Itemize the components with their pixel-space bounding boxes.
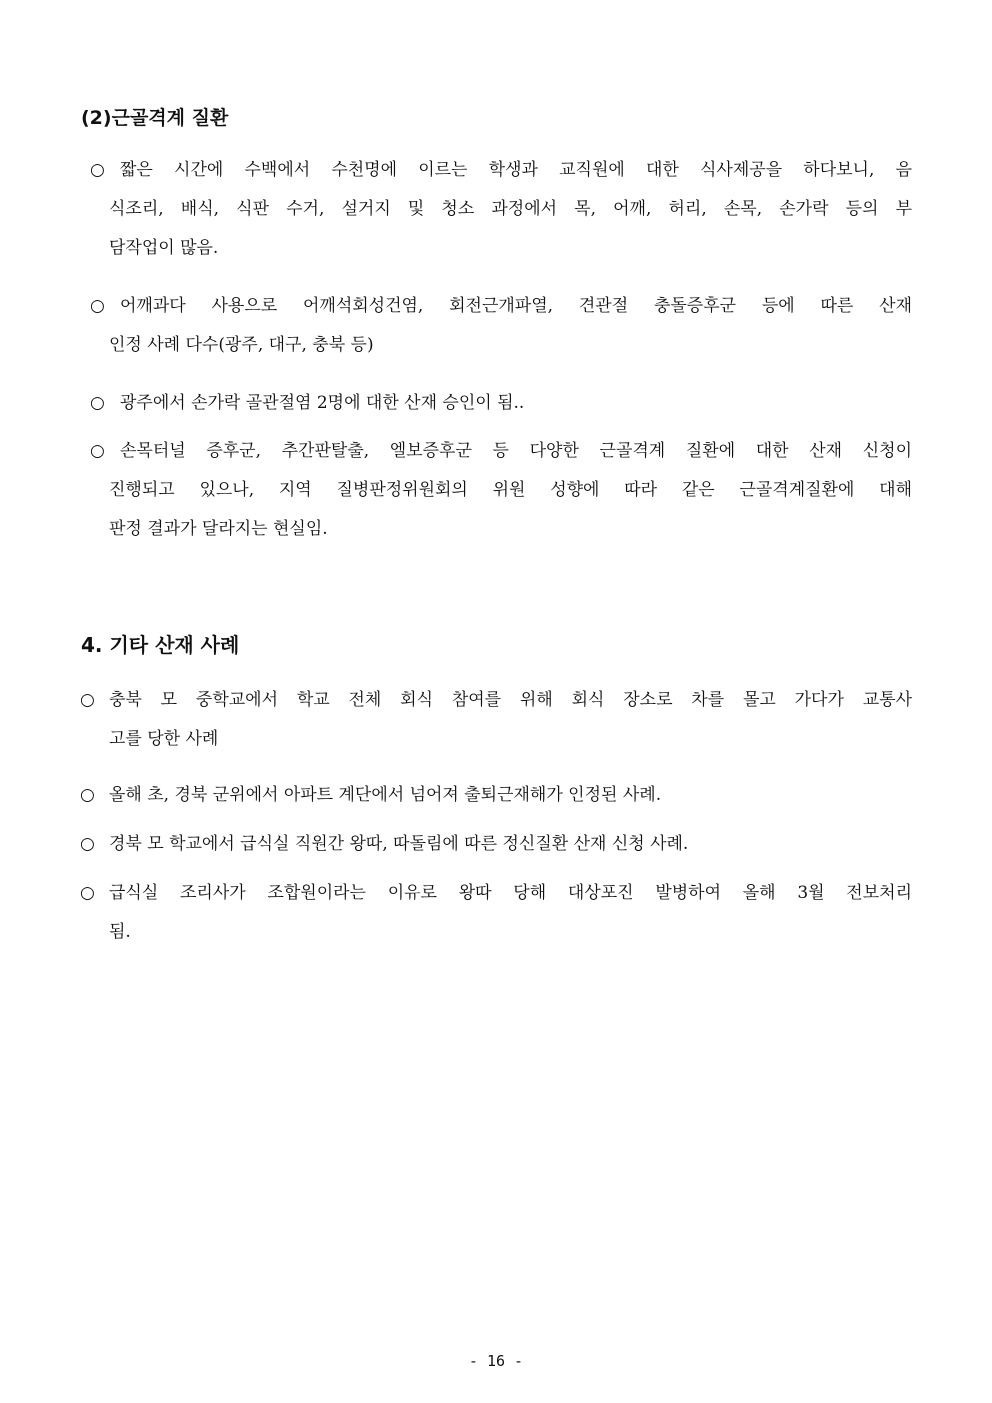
list-item: [80, 874, 912, 952]
list-item: [90, 432, 912, 549]
subsection-heading: (2)근골격계 질환: [81, 107, 229, 129]
list-item-line: 어깨과다 사용으로 어깨석회성건염, 회전근개파열, 견관절 충돌증후군 등에 따른 산재: [120, 296, 912, 316]
list-item-line: 판정 결과가 달라지는 현실임.: [109, 519, 328, 539]
list-item-line: 광주에서 손가락 골관절염 2명에 대한 산재 승인이 됨..: [120, 393, 525, 413]
circle-bullet-icon: ○: [90, 393, 105, 413]
list-item-line: 식조리, 배식, 식판 수거, 설거지 및 청소 과정에서 목, 어깨, 허리, 손목, 손가락 등의 부: [109, 199, 912, 219]
circle-bullet-icon: ○: [80, 690, 95, 710]
circle-bullet-icon: ○: [80, 785, 95, 805]
list-item-line: 짧은 시간에 수백에서 수천명에 이르는 학생과 교직원에 대한 식사제공을 하다보니, 음: [120, 160, 912, 180]
circle-bullet-icon: ○: [90, 441, 105, 461]
circle-bullet-icon: ○: [80, 834, 95, 854]
list-item: [90, 384, 912, 423]
list-item: [90, 151, 912, 268]
list-item-line: 충북 모 중학교에서 학교 전체 회식 참여를 위해 회식 장소로 차를 몰고 가다가 교통사: [109, 690, 912, 710]
list-item-line: 급식실 조리사가 조합원이라는 이유로 왕따 당해 대상포진 발병하여 올해 3월 전보처리: [109, 883, 912, 903]
circle-bullet-icon: ○: [80, 883, 95, 903]
list-item: [80, 681, 912, 759]
circle-bullet-icon: ○: [90, 296, 105, 316]
list-item-line: 올해 초, 경북 군위에서 아파트 계단에서 넘어져 출퇴근재해가 인정된 사례.: [109, 785, 662, 805]
circle-bullet-icon: ○: [90, 160, 105, 180]
list-item-line: 진행되고 있으나, 지역 질병판정위원회의 위원 성향에 따라 같은 근골격계질환에 대해: [109, 480, 912, 500]
list-item-line: 됨.: [109, 922, 131, 942]
list-item: [80, 825, 912, 864]
page-number: - 16 -: [468, 1352, 524, 1370]
list-item-line: 경북 모 학교에서 급식실 직원간 왕따, 따돌림에 따른 정신질환 산재 신청 사례.: [109, 834, 689, 854]
list-item: [90, 287, 912, 365]
list-item: [80, 776, 912, 815]
list-item-line: 고를 당한 사례: [109, 729, 219, 749]
list-item-line: 담작업이 많음.: [109, 238, 219, 258]
list-item-line: 손목터널 증후군, 추간판탈출, 엘보증후군 등 다양한 근골격계 질환에 대한 산재 신청이: [120, 441, 912, 461]
section-heading: 4. 기타 산재 사례: [81, 633, 240, 657]
list-item-line: 인정 사례 다수(광주, 대구, 충북 등): [109, 335, 374, 355]
